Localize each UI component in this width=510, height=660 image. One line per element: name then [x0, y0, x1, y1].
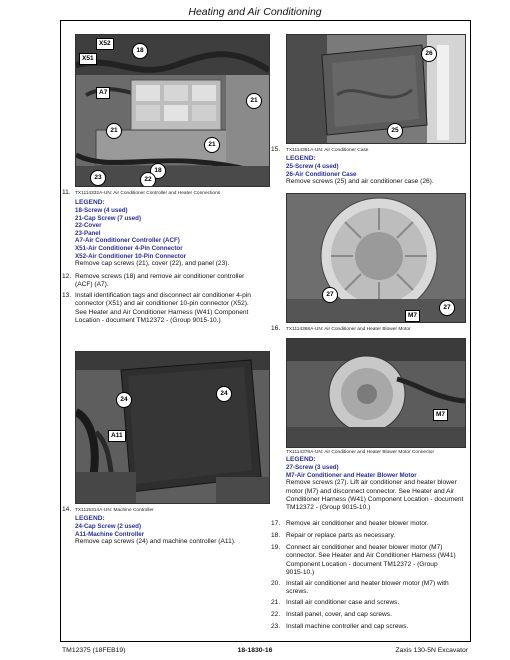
step-text: Remove cap screws (21), cover (22), and panel (23).	[75, 260, 230, 268]
callout-24: 24	[116, 392, 132, 408]
step-22: Install panel, cover, and cap screws.	[286, 611, 392, 618]
ac-controller-photo	[75, 34, 270, 187]
left-margin-rule	[60, 20, 61, 642]
step-text: Remove cap screws (24) and machine controller (A11).	[75, 538, 236, 546]
step-number: 21.	[271, 599, 281, 606]
step-number: 18.	[271, 532, 281, 539]
figure-caption: TX1114361A-UN: Air Conditioner Case	[286, 148, 369, 153]
step-line: Install air conditioner and heater blower motor (M7) with	[286, 580, 449, 587]
step-line: connector (X51) and air conditioner 10-pin connector (X52).	[75, 300, 249, 308]
legend-item: A7-Air Conditioner Controller (ACF)	[75, 237, 180, 245]
step-number: 20.	[271, 580, 281, 587]
step-line: screws.	[286, 588, 309, 596]
callout-a7: A7	[96, 87, 110, 99]
callout-m7: M7	[405, 310, 420, 322]
callout-21: 21	[204, 137, 220, 153]
step-number: 19.	[271, 544, 281, 551]
footer-model: Zaxis 130-5N Excavator	[395, 647, 468, 654]
footer-manual-id: TM12375 (18FEB19)	[62, 647, 126, 654]
legend-step-11	[75, 199, 275, 269]
legend-item: A11-Machine Controller	[75, 530, 145, 538]
legend-item: X51-Air Conditioner 4-Pin Connector	[75, 244, 183, 252]
step-line: 9015-10.)	[286, 569, 315, 577]
legend-step-16	[286, 456, 468, 513]
callout-22: 22	[140, 172, 156, 187]
step-line: Location - document TM12372 - (Group 9015-10.)	[75, 317, 221, 325]
callout-25: 25	[387, 123, 403, 139]
step-21: Install air conditioner case and screws.	[286, 599, 400, 606]
legend-title: LEGEND:	[75, 199, 105, 206]
callout-x52: X52	[96, 38, 114, 50]
step-line: Connect air conditioner and heater blower motor (M7)	[286, 544, 443, 551]
callout-21: 21	[246, 93, 262, 109]
figure-caption: TX1115314A-UN: Machine Controller	[75, 508, 154, 513]
step-line: Remove screws (27). Lift air conditioner and heater blower	[286, 479, 457, 487]
step-number: 17.	[271, 520, 281, 527]
step-number: 23.	[271, 623, 281, 630]
figure-caption: TX1114368A-UN: Air Conditioner and Heater Blower Motor	[286, 327, 411, 332]
step-line: TM12372 - (Group 9015-10.)	[286, 504, 371, 512]
step-line: connector. See Heater and Air Conditioner Harness (W41)	[286, 552, 456, 560]
step-19	[286, 544, 468, 578]
step-12	[75, 273, 275, 290]
right-margin-rule	[470, 20, 471, 642]
legend-item: 27-Screw (3 used)	[286, 464, 339, 471]
legend-step-15	[286, 155, 466, 187]
legend-item: 23-Panel	[75, 229, 101, 237]
figure-caption: TX1114378A-UN: Air Conditioner and Heater Blower Motor Connector	[286, 450, 435, 455]
step-line: Component Location - document TM12372 - (Group	[286, 560, 438, 568]
legend-item: 24-Cap Screw (2 used)	[75, 523, 142, 530]
callout-x51: X51	[79, 53, 97, 65]
header-rule	[60, 20, 470, 21]
step-number: 14.	[62, 506, 72, 513]
callout-26: 26	[421, 46, 437, 62]
callout-27: 27	[439, 300, 455, 316]
callout-24: 24	[216, 386, 232, 402]
footer-page-number: 18-1830-16	[237, 647, 273, 654]
step-text: Remove screws (25) and air conditioner case (26).	[286, 178, 434, 186]
step-number: 13.	[62, 292, 72, 299]
callout-a11: A11	[108, 430, 126, 442]
callout-21: 21	[106, 123, 122, 139]
step-18: Repair or replace parts as necessary.	[286, 532, 396, 539]
step-20	[286, 580, 468, 597]
callout-18: 18	[132, 43, 148, 59]
legend-title: LEGEND:	[75, 515, 105, 522]
legend-title: LEGEND:	[286, 155, 316, 162]
callout-18: 18	[150, 163, 166, 179]
legend-title: LEGEND:	[286, 456, 316, 463]
step-13	[75, 292, 275, 326]
figure-caption: TX1114332A-UN: Air Conditioner Controller and Heater Connections	[75, 191, 221, 196]
step-number: 16.	[271, 325, 281, 332]
callout-23: 23	[90, 170, 106, 186]
legend-item: 26-Air Conditioner Case	[286, 170, 357, 178]
step-23: Install machine controller and cap screws.	[286, 623, 409, 630]
step-line: See Heater and Air Conditioner Harness (W41) Component	[75, 308, 249, 316]
legend-item: 22-Cover	[75, 222, 102, 230]
legend-item: M7-Air Conditioner and Heater Blower Motor	[286, 471, 417, 479]
legend-item: 25-Screw (4 used)	[286, 163, 339, 170]
callout-27: 27	[322, 287, 338, 303]
callout-m7: M7	[433, 409, 448, 421]
legend-step-14	[75, 515, 275, 547]
blower-motor-photo	[286, 193, 466, 323]
step-number: 12.	[62, 273, 72, 280]
legend-item: 21-Cap Screw (7 used)	[75, 214, 142, 222]
legend-item: X52-Air Conditioner 10-Pin Connector	[75, 252, 187, 260]
step-17: Remove air conditioner and heater blower motor.	[286, 520, 429, 527]
step-line: Conditioner Harness (W41) Component Location - document	[286, 496, 464, 503]
blower-connector-photo	[286, 338, 466, 448]
ac-case-photo	[286, 34, 466, 144]
step-line: motor (M7) and disconnect connector. See Heater and Air	[286, 487, 455, 495]
legend-item: 18-Screw (4 used)	[75, 207, 128, 214]
page-title: Heating and Air Conditioning	[188, 6, 322, 18]
step-number: 22.	[271, 611, 281, 618]
step-line: (ACF) (A7).	[75, 281, 109, 289]
machine-controller-photo	[75, 351, 270, 504]
step-number: 15.	[271, 146, 281, 153]
step-line: Remove screws (18) and remove air conditioner controller	[75, 273, 245, 280]
step-number: 11.	[62, 189, 71, 196]
step-line: Install identification tags and disconnect air conditioner 4-pin	[75, 292, 251, 299]
footer-rule	[60, 641, 470, 642]
